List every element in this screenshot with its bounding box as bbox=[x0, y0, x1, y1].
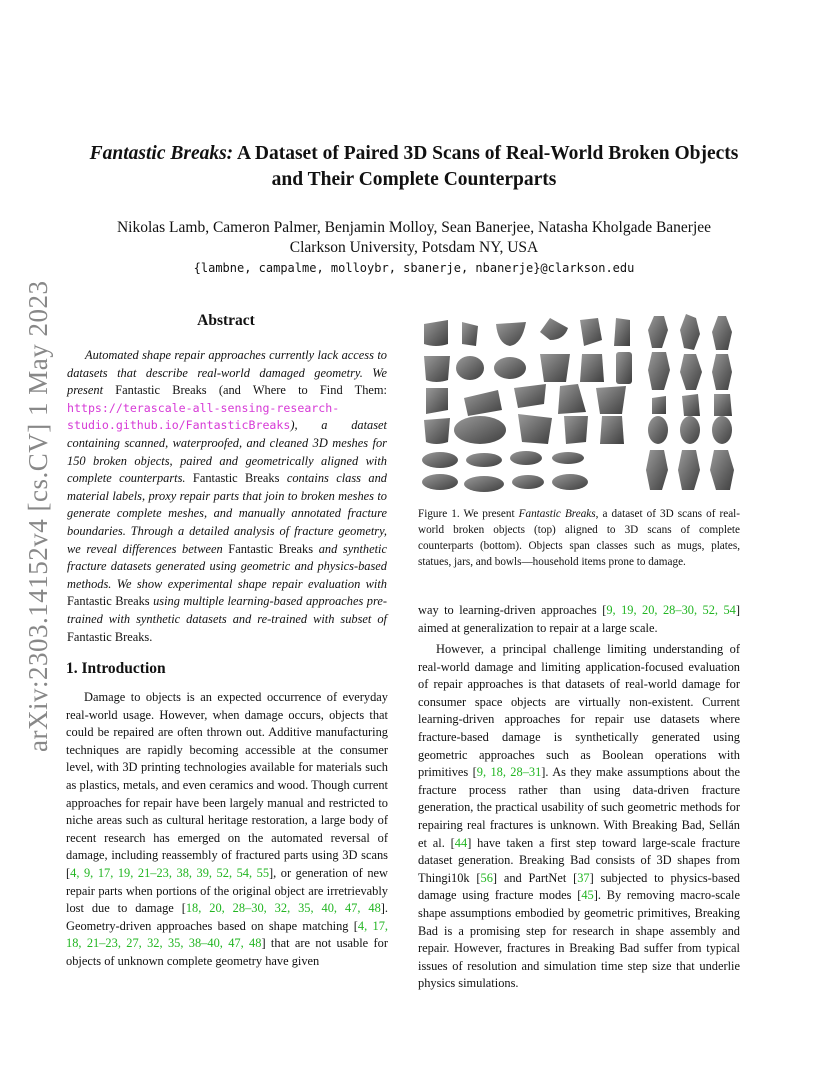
arxiv-stamp: arXiv:2303.14152v4 [cs.CV] 1 May 2023 bbox=[23, 280, 53, 752]
citation-link[interactable]: 45 bbox=[581, 888, 594, 903]
complete-figure-render bbox=[678, 450, 700, 490]
broken-statue-render bbox=[648, 316, 668, 348]
right-column-paragraph: However, a principal challenge limiting understanding of real-world damage and limiting application-focused evaluation of repair approaches is that datasets of real-world damage for consumer space objects are virtually non-existent. Current learning-driven approaches for repair use datasets where fracture-based damage is synthetically generated using geometric approaches such as Boolean operations with primitives [9, 18, 28–31]. As they make assumptions about the fracture process rather than using data-driven fracture generation, the practical usability of such geometric methods for repairing real fractures is unknown. With Breaking Bad, Sellán et al. [44] have taken a first step toward large-scale fracture dataset generation. Breaking Bad consists of 3D shapes from Thingi10k [56] and PartNet [37] subjected to physics-based damage using fracture modes [45]. By removing macro-scale shape assumptions embodied by geometric primitives, Breaking Bad is a promising step for research in shape assembly and repair. However, fractures in Breaking Bad suffer from typical issues of resolution and simulation time step size that underlie physics simulations. bbox=[418, 642, 741, 991]
broken-mug-render bbox=[424, 320, 448, 346]
broken-bowl-render bbox=[514, 384, 546, 408]
intro-paragraph: Damage to objects is an expected occurrence of everyday real-world usage. However, when damage occurs, objects that could be repaired are often thrown out. Additive manufacturing techniques are rapidly becoming accessible at the consumer level, with 3D printing technologies available for materials such as plastics, metals, and even ceramics and wood. Though current approaches for repair have been largely manual and restricted to niche areas such as cultural heritage restoration, a large body of recent research has emerged on the automated reversal of damage, including reassembly of fractured parts using 3D scans [4, 9, 17, 19, 21–23, 38, 39, 52, 54, 55], or generation of new repair parts when portions of the original object are irretrievably lost due to damage [18, 20, 28–30, 32, 35, 40, 47, 48]. Geometry-driven approaches based on shape matching [4, 17, 18, 21–23, 27, 32, 35, 38–40, 47, 48] that are not usable for objects of unknown complete geometry have given bbox=[66, 690, 388, 968]
broken-figurine-render bbox=[680, 314, 700, 350]
abstract-text: Automated shape repair approaches currently lack access to datasets that describe real-world damaged geometry. We present Fantastic Breaks (and Where to Find Them: https://terascale-all-sensing-research-studio.github.io/FantasticBreaks), a dataset containing scanned, waterproofed, and cleaned 3D meshes for 150 broken objects, paired and geometrically aligned with complete counterparts. Fantastic Breaks contains class and material labels, proxy repair parts that join to broken meshes to generate complete meshes, and manually annotated fracture boundaries. Through a detailed analysis of fracture geometry, we reveal differences between Fantastic Breaks and synthetic fracture datasets generated using geometric and physics-based methods. We show experimental shape repair evaluation with Fantastic Breaks using multiple learning-based approaches pre-trained with synthetic datasets and re-trained with subset of Fantastic Breaks. bbox=[67, 348, 387, 644]
plate-render bbox=[422, 452, 458, 468]
author-emails: {lambne, campalme, molloybr, sbanerje, nbanerje}@clarkson.edu bbox=[193, 261, 635, 275]
abstract-heading: Abstract bbox=[197, 312, 255, 329]
title-dataset-name: Fantastic Breaks: bbox=[89, 143, 234, 164]
complete-statue-render bbox=[710, 450, 734, 490]
title-line2: and Their Complete Counterparts bbox=[271, 169, 557, 190]
complete-jar-render bbox=[580, 354, 604, 382]
broken-dish-render bbox=[540, 318, 568, 340]
plate-render bbox=[552, 474, 588, 490]
plate-render bbox=[510, 451, 542, 465]
complete-bowl-render bbox=[494, 357, 526, 379]
broken-statue-render bbox=[714, 394, 732, 416]
citation-link[interactable]: 9, 18, 28–31 bbox=[476, 765, 542, 780]
complete-mug-render bbox=[424, 418, 450, 444]
citation-link[interactable]: 56 bbox=[480, 870, 493, 885]
broken-cup-render bbox=[596, 386, 626, 414]
intro-heading: 1. Introduction bbox=[66, 660, 166, 677]
citation-link[interactable]: 9, 19, 20, 28–30, 52, 54 bbox=[606, 603, 736, 617]
complete-statue-render bbox=[648, 352, 670, 390]
complete-statue-render bbox=[712, 354, 732, 390]
title-main: A Dataset of Paired 3D Scans of Real-World Broken Objects bbox=[237, 143, 739, 164]
citation-link[interactable]: 44 bbox=[454, 835, 468, 850]
complete-vase-render bbox=[600, 416, 624, 444]
complete-jar-render bbox=[564, 416, 588, 444]
broken-mug-render bbox=[426, 388, 448, 414]
broken-statue-render bbox=[712, 316, 732, 350]
project-url-link[interactable]: https://terascale-all-sensing-research-studio.github.io/FantasticBreaks bbox=[67, 400, 340, 433]
complete-head-render bbox=[648, 416, 668, 444]
author-block bbox=[60, 218, 768, 258]
plate-render bbox=[552, 452, 584, 464]
broken-cup-render bbox=[462, 322, 478, 346]
figure-1-object-grid bbox=[418, 310, 742, 495]
citation-link[interactable]: 4, 17, 18, 21–23, 27, 32, 35, 38–40, 47, 48 bbox=[66, 918, 388, 951]
complete-statue-render bbox=[646, 450, 668, 490]
complete-bucket-render bbox=[540, 354, 570, 382]
broken-jar-render bbox=[580, 318, 602, 346]
broken-vase-render bbox=[614, 318, 630, 346]
complete-vase-render bbox=[616, 352, 632, 384]
complete-mug-render bbox=[424, 356, 450, 382]
citation-link[interactable]: 37 bbox=[577, 870, 590, 885]
complete-statue-render bbox=[712, 416, 732, 444]
broken-figure-render bbox=[682, 394, 700, 416]
affiliation: Clarkson University, Potsdam NY, USA bbox=[289, 239, 539, 256]
citation-link[interactable]: 4, 9, 17, 19, 21–23, 38, 39, 52, 54, 55 bbox=[70, 865, 270, 880]
right-column-continuation: way to learning-driven approaches [9, 19, 20, 28–30, 52, 54] aimed at generalization to repair at a large scale. bbox=[418, 603, 740, 635]
complete-tray-render bbox=[518, 414, 552, 444]
plate-render bbox=[466, 453, 502, 467]
complete-figurine-render bbox=[680, 354, 702, 390]
dataset-name: Fantastic Breaks (and Where to Find Them: bbox=[115, 383, 387, 398]
paper-title bbox=[60, 141, 768, 193]
broken-jar-render bbox=[558, 384, 586, 414]
complete-figure-render bbox=[680, 416, 700, 444]
author-list: Nikolas Lamb, Cameron Palmer, Benjamin Molloy, Sean Banerjee, Natasha Kholgade Banerjee bbox=[116, 219, 712, 236]
broken-bowl-render bbox=[496, 322, 526, 346]
plate-render bbox=[422, 474, 458, 490]
figure-1-caption: Figure 1. We present Fantastic Breaks, a dataset of 3D scans of real-world broken objects (top) aligned to 3D scans of complete counterparts (bottom). Objects span classes such as mugs, plates, statues, jars, and bowls—household items prone to damage. bbox=[418, 508, 740, 568]
citation-link[interactable]: 18, 20, 28–30, 32, 35, 40, 47, 48 bbox=[185, 901, 381, 916]
plate-render bbox=[464, 476, 504, 492]
broken-plate-render bbox=[464, 390, 502, 416]
complete-cup-render bbox=[456, 356, 484, 380]
broken-head-render bbox=[652, 396, 666, 414]
plate-render bbox=[512, 475, 544, 489]
complete-bowl-render bbox=[454, 416, 506, 444]
